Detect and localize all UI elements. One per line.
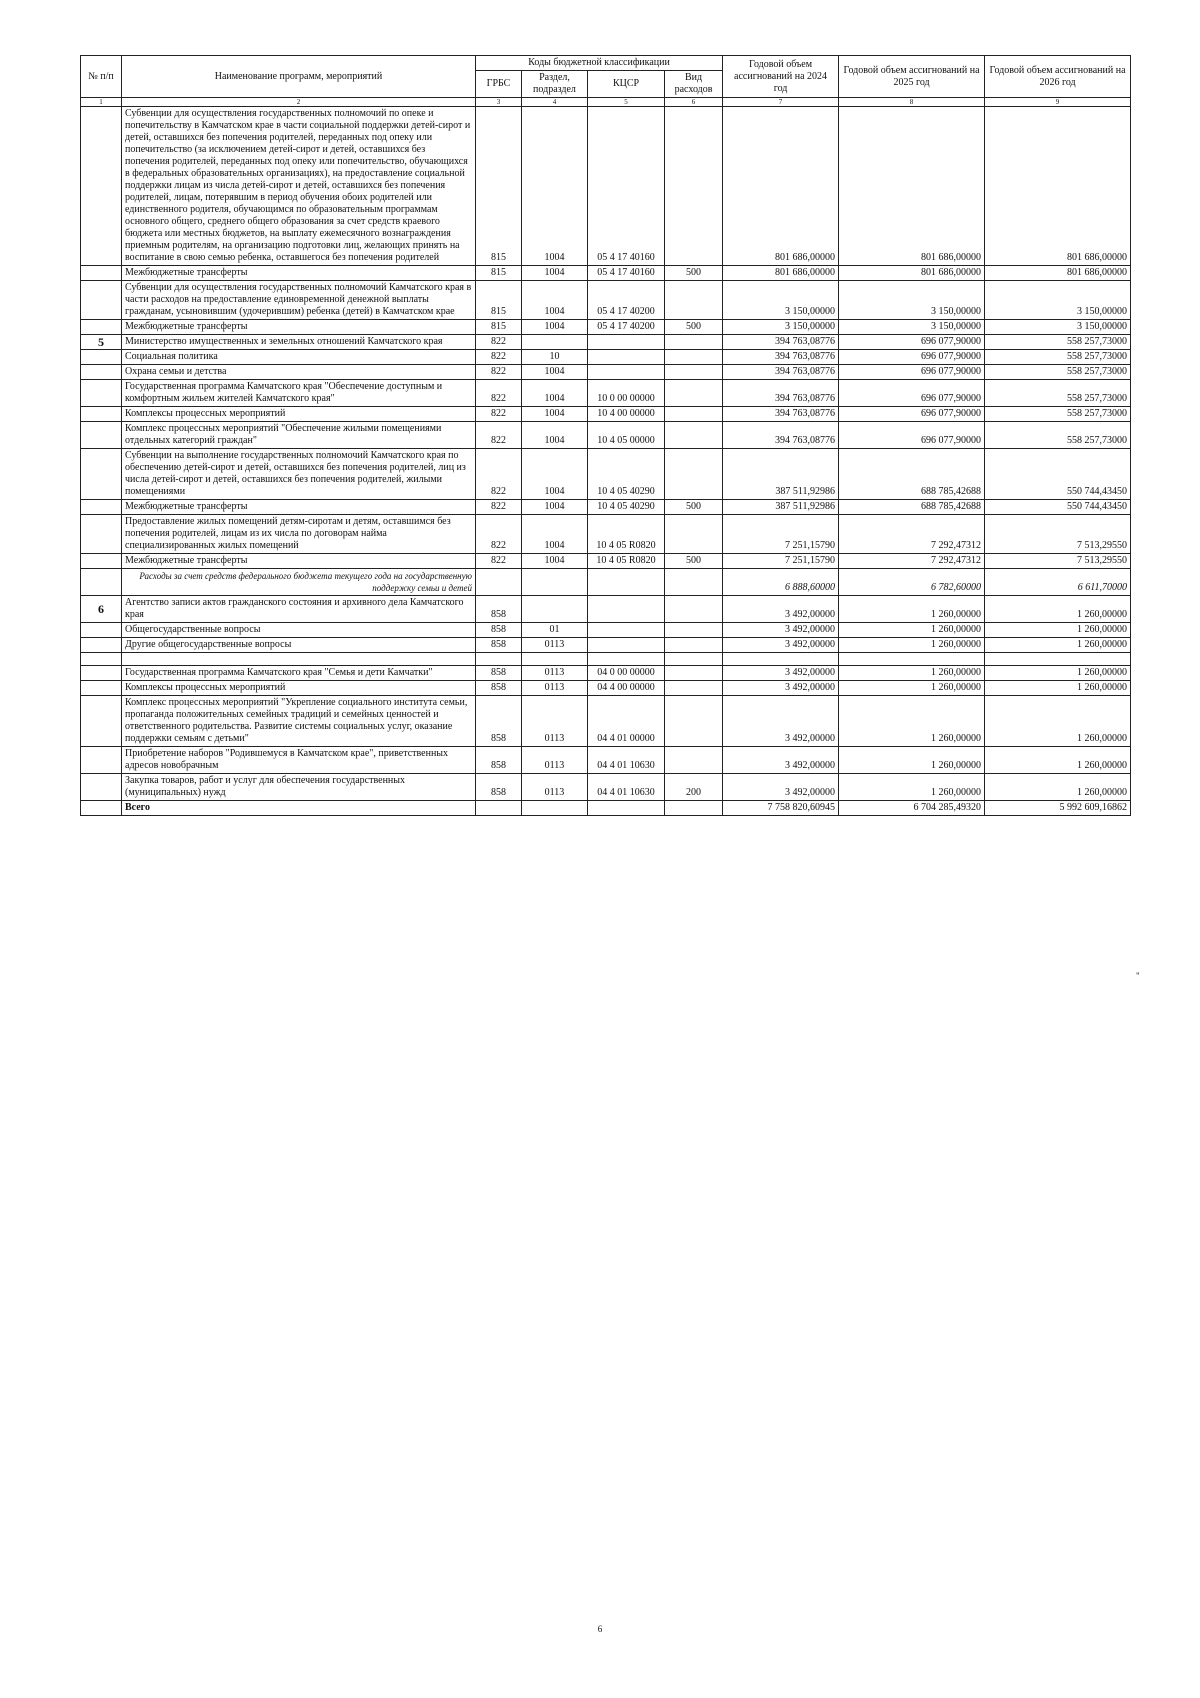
row-grbs xyxy=(476,653,522,666)
row-amount-2026: 7 513,29550 xyxy=(985,515,1131,554)
row-vid xyxy=(665,422,723,449)
row-amount-2024: 3 492,00000 xyxy=(723,596,839,623)
row-number xyxy=(81,281,122,320)
row-section: 1004 xyxy=(522,515,588,554)
row-kcsr xyxy=(588,569,665,596)
row-grbs: 822 xyxy=(476,380,522,407)
row-grbs: 858 xyxy=(476,747,522,774)
row-amount-2025: 696 077,90000 xyxy=(839,422,985,449)
row-amount-2024: 3 492,00000 xyxy=(723,747,839,774)
row-vid: 500 xyxy=(665,320,723,335)
row-kcsr xyxy=(588,623,665,638)
row-vid xyxy=(665,747,723,774)
table-row xyxy=(81,554,1131,569)
row-grbs xyxy=(476,801,522,816)
row-kcsr: 04 4 01 10630 xyxy=(588,774,665,801)
row-amount-2024: 394 763,08776 xyxy=(723,422,839,449)
row-kcsr xyxy=(588,638,665,653)
index-cell: 5 xyxy=(588,98,665,107)
row-amount-2026: 801 686,00000 xyxy=(985,107,1131,266)
row-vid xyxy=(665,653,723,666)
row-amount-2025: 1 260,00000 xyxy=(839,774,985,801)
row-amount-2026: 1 260,00000 xyxy=(985,696,1131,747)
row-vid xyxy=(665,449,723,500)
row-section xyxy=(522,596,588,623)
row-amount-2025: 1 260,00000 xyxy=(839,696,985,747)
row-section: 1004 xyxy=(522,500,588,515)
row-kcsr: 04 0 00 00000 xyxy=(588,666,665,681)
table-row xyxy=(81,801,1131,816)
row-amount-2024: 394 763,08776 xyxy=(723,380,839,407)
row-name: Государственная программа Камчатского края "Семья и дети Камчатки" xyxy=(122,666,476,681)
row-number: 5 xyxy=(81,335,122,350)
row-number: 6 xyxy=(81,596,122,623)
row-amount-2024: 3 492,00000 xyxy=(723,666,839,681)
row-amount-2026: 7 513,29550 xyxy=(985,554,1131,569)
row-amount-2025: 1 260,00000 xyxy=(839,747,985,774)
row-number xyxy=(81,638,122,653)
row-section: 0113 xyxy=(522,747,588,774)
table-row xyxy=(81,266,1131,281)
row-amount-2026: 558 257,73000 xyxy=(985,422,1131,449)
row-number xyxy=(81,774,122,801)
row-grbs: 815 xyxy=(476,281,522,320)
row-amount-2024: 3 492,00000 xyxy=(723,774,839,801)
row-vid xyxy=(665,801,723,816)
row-number xyxy=(81,266,122,281)
row-name: Комплексы процессных мероприятий xyxy=(122,681,476,696)
table-body xyxy=(81,107,1131,816)
row-section xyxy=(522,569,588,596)
index-cell: 1 xyxy=(81,98,122,107)
row-name xyxy=(122,653,476,666)
tail-mark: " xyxy=(1136,971,1140,981)
row-section xyxy=(522,653,588,666)
row-amount-2024 xyxy=(723,653,839,666)
row-kcsr: 10 4 00 00000 xyxy=(588,407,665,422)
row-grbs: 858 xyxy=(476,774,522,801)
row-amount-2026: 1 260,00000 xyxy=(985,747,1131,774)
row-amount-2024: 394 763,08776 xyxy=(723,350,839,365)
row-amount-2024: 3 492,00000 xyxy=(723,681,839,696)
row-grbs: 858 xyxy=(476,623,522,638)
row-vid xyxy=(665,596,723,623)
row-section: 1004 xyxy=(522,407,588,422)
row-amount-2026: 1 260,00000 xyxy=(985,666,1131,681)
row-grbs: 822 xyxy=(476,422,522,449)
row-amount-2025: 3 150,00000 xyxy=(839,320,985,335)
row-number xyxy=(81,350,122,365)
row-amount-2024: 3 492,00000 xyxy=(723,638,839,653)
row-amount-2025: 688 785,42688 xyxy=(839,449,985,500)
row-name: Всего xyxy=(122,801,476,816)
row-kcsr: 05 4 17 40160 xyxy=(588,266,665,281)
row-amount-2026: 1 260,00000 xyxy=(985,681,1131,696)
row-section xyxy=(522,335,588,350)
table-row xyxy=(81,335,1131,350)
table-row xyxy=(81,623,1131,638)
row-grbs: 815 xyxy=(476,266,522,281)
table-row xyxy=(81,500,1131,515)
row-amount-2025: 801 686,00000 xyxy=(839,266,985,281)
row-name: Межбюджетные трансферты xyxy=(122,554,476,569)
table-header xyxy=(81,56,1131,107)
row-vid xyxy=(665,623,723,638)
row-kcsr xyxy=(588,335,665,350)
row-kcsr: 10 4 05 40290 xyxy=(588,500,665,515)
row-amount-2025: 6 704 285,49320 xyxy=(839,801,985,816)
table-row xyxy=(81,422,1131,449)
table-row xyxy=(81,696,1131,747)
row-grbs: 822 xyxy=(476,554,522,569)
row-vid: 500 xyxy=(665,500,723,515)
row-grbs: 822 xyxy=(476,335,522,350)
row-name: Закупка товаров, работ и услуг для обеспечения государственных (муниципальных) нужд xyxy=(122,774,476,801)
row-kcsr xyxy=(588,801,665,816)
row-amount-2026: 558 257,73000 xyxy=(985,365,1131,380)
row-section: 0113 xyxy=(522,681,588,696)
row-amount-2025: 696 077,90000 xyxy=(839,365,985,380)
row-section: 1004 xyxy=(522,320,588,335)
table-row xyxy=(81,638,1131,653)
row-name: Субвенции на выполнение государственных полномочий Камчатского края по обеспечению детей-сирот и детей, оставшихся без попечения родителей, лиц из числа детей-сирот и детей, оставшихся без попечения родителей, жилыми помещениями xyxy=(122,449,476,500)
table-row xyxy=(81,365,1131,380)
row-kcsr xyxy=(588,365,665,380)
row-section: 1004 xyxy=(522,449,588,500)
header-grbs: ГРБС xyxy=(476,71,522,98)
row-amount-2024: 387 511,92986 xyxy=(723,500,839,515)
row-number xyxy=(81,681,122,696)
row-name: Комплекс процессных мероприятий "Укрепление социального института семьи, пропаганда положительных семейных традиций и семейных ценностей и ответственного родительства. Развитие системы социальных услуг, оказание поддержки семьям с детьми" xyxy=(122,696,476,747)
row-amount-2026: 550 744,43450 xyxy=(985,449,1131,500)
row-number xyxy=(81,569,122,596)
row-section: 1004 xyxy=(522,554,588,569)
row-vid xyxy=(665,569,723,596)
row-grbs: 858 xyxy=(476,638,522,653)
row-number xyxy=(81,422,122,449)
table-row xyxy=(81,320,1131,335)
row-kcsr: 05 4 17 40160 xyxy=(588,107,665,266)
table-row xyxy=(81,596,1131,623)
row-amount-2026: 558 257,73000 xyxy=(985,335,1131,350)
row-name: Комплекс процессных мероприятий "Обеспечение жилыми помещениями отдельных категорий граждан" xyxy=(122,422,476,449)
row-vid xyxy=(665,107,723,266)
table-row xyxy=(81,407,1131,422)
index-cell: 6 xyxy=(665,98,723,107)
row-amount-2025: 1 260,00000 xyxy=(839,596,985,623)
row-amount-2026: 3 150,00000 xyxy=(985,320,1131,335)
header-2026: Годовой объем ассигнований на 2026 год xyxy=(985,56,1131,98)
row-amount-2025 xyxy=(839,653,985,666)
row-number xyxy=(81,554,122,569)
row-number xyxy=(81,623,122,638)
table-row xyxy=(81,681,1131,696)
row-amount-2025: 1 260,00000 xyxy=(839,623,985,638)
row-name: Приобретение наборов "Родившемуся в Камчатском крае", приветственных адресов новобрачным xyxy=(122,747,476,774)
row-name: Предоставление жилых помещений детям-сиротам и детям, оставшимся без попечения родителей, лицам из их числа по договорам найма специализированных жилых помещений xyxy=(122,515,476,554)
row-grbs: 815 xyxy=(476,320,522,335)
row-grbs: 822 xyxy=(476,515,522,554)
row-amount-2024: 801 686,00000 xyxy=(723,266,839,281)
row-section: 1004 xyxy=(522,380,588,407)
header-2024: Годовой объем ассигнований на 2024 год xyxy=(723,56,839,98)
row-grbs: 815 xyxy=(476,107,522,266)
row-name: Субвенции для осуществления государственных полномочий Камчатского края в части расходов на предоставление единовременной денежной выплаты гражданам, усыновившим (удочерившим) ребенка (детей) в Камчатском крае xyxy=(122,281,476,320)
row-amount-2026 xyxy=(985,653,1131,666)
row-grbs xyxy=(476,569,522,596)
header-name: Наименование программ, мероприятий xyxy=(122,56,476,98)
row-kcsr: 10 4 05 R0820 xyxy=(588,515,665,554)
row-amount-2025: 3 150,00000 xyxy=(839,281,985,320)
row-kcsr: 04 4 01 10630 xyxy=(588,747,665,774)
row-amount-2026: 558 257,73000 xyxy=(985,407,1131,422)
row-grbs: 822 xyxy=(476,500,522,515)
row-section: 0113 xyxy=(522,638,588,653)
row-section: 1004 xyxy=(522,281,588,320)
row-grbs: 822 xyxy=(476,350,522,365)
row-vid xyxy=(665,638,723,653)
row-grbs: 822 xyxy=(476,365,522,380)
table-row xyxy=(81,107,1131,266)
page-number: 6 xyxy=(597,1624,603,1634)
row-number xyxy=(81,653,122,666)
row-amount-2026: 550 744,43450 xyxy=(985,500,1131,515)
row-name: Общегосударственные вопросы xyxy=(122,623,476,638)
header-num: № п/п xyxy=(81,56,122,98)
row-vid xyxy=(665,666,723,681)
row-vid xyxy=(665,515,723,554)
row-vid: 200 xyxy=(665,774,723,801)
row-vid xyxy=(665,681,723,696)
row-section: 0113 xyxy=(522,696,588,747)
table-row xyxy=(81,449,1131,500)
header-2025: Годовой объем ассигнований на 2025 год xyxy=(839,56,985,98)
table-row xyxy=(81,515,1131,554)
row-amount-2025: 696 077,90000 xyxy=(839,335,985,350)
index-cell: 9 xyxy=(985,98,1131,107)
row-amount-2026: 1 260,00000 xyxy=(985,638,1131,653)
row-kcsr: 10 4 05 R0820 xyxy=(588,554,665,569)
row-amount-2026: 558 257,73000 xyxy=(985,350,1131,365)
row-kcsr: 04 4 01 00000 xyxy=(588,696,665,747)
row-kcsr xyxy=(588,350,665,365)
table-row xyxy=(81,350,1131,365)
row-amount-2025: 1 260,00000 xyxy=(839,638,985,653)
row-number xyxy=(81,320,122,335)
header-index-row xyxy=(81,98,1131,107)
table-row xyxy=(81,653,1131,666)
row-amount-2024: 394 763,08776 xyxy=(723,407,839,422)
row-grbs: 858 xyxy=(476,681,522,696)
row-name: Субвенции для осуществления государственных полномочий по опеке и попечительству в Камчатском крае в части социальной поддержки детей-сирот и детей, оставшихся без попечения родителей, переданных под опеку или попечительство (за исключением детей-сирот и детей, оставшихся без попечения родителей, переданных под опеку или попечительство, обучающихся в федеральных образовательных организациях), на предоставление социальной поддержки лицам из числа детей-сирот и детей, оставшихся без попечения родителей, лицам, потерявшим в период обучения обоих родителей или единственного родителя, обучающимся по образовательным программам основного общего, среднего общего образования за счет средств краевого бюджета или местных бюджетов, на выплату ежемесячного вознаграждения приемным родителям, на организацию подготовки лиц, желающих принять на воспитание в свою семью ребенка, оставшегося без попечения родителей xyxy=(122,107,476,266)
row-name: Комплексы процессных мероприятий xyxy=(122,407,476,422)
row-vid: 500 xyxy=(665,266,723,281)
row-amount-2025: 696 077,90000 xyxy=(839,380,985,407)
row-amount-2024: 801 686,00000 xyxy=(723,107,839,266)
row-section xyxy=(522,801,588,816)
row-amount-2026: 1 260,00000 xyxy=(985,596,1131,623)
budget-sheet xyxy=(80,55,1130,816)
row-vid: 500 xyxy=(665,554,723,569)
row-section: 10 xyxy=(522,350,588,365)
row-name: Государственная программа Камчатского края "Обеспечение доступным и комфортным жильем жителей Камчатского края" xyxy=(122,380,476,407)
row-amount-2026: 5 992 609,16862 xyxy=(985,801,1131,816)
row-number xyxy=(81,365,122,380)
row-number xyxy=(81,107,122,266)
row-number xyxy=(81,696,122,747)
row-amount-2024: 7 758 820,60945 xyxy=(723,801,839,816)
row-vid xyxy=(665,407,723,422)
row-name: Межбюджетные трансферты xyxy=(122,266,476,281)
row-amount-2026: 1 260,00000 xyxy=(985,623,1131,638)
header-section: Раздел, подраздел xyxy=(522,71,588,98)
header-kcsr: КЦСР xyxy=(588,71,665,98)
row-grbs: 858 xyxy=(476,666,522,681)
row-amount-2024: 394 763,08776 xyxy=(723,335,839,350)
row-amount-2025: 1 260,00000 xyxy=(839,681,985,696)
row-amount-2025: 801 686,00000 xyxy=(839,107,985,266)
budget-table xyxy=(80,55,1131,816)
row-vid xyxy=(665,350,723,365)
row-number xyxy=(81,666,122,681)
row-amount-2024: 3 492,00000 xyxy=(723,696,839,747)
row-amount-2025: 696 077,90000 xyxy=(839,407,985,422)
row-amount-2026: 3 150,00000 xyxy=(985,281,1131,320)
row-section: 1004 xyxy=(522,422,588,449)
row-amount-2025: 1 260,00000 xyxy=(839,666,985,681)
index-cell: 2 xyxy=(122,98,476,107)
row-name: Межбюджетные трансферты xyxy=(122,500,476,515)
row-name: Охрана семьи и детства xyxy=(122,365,476,380)
table-row xyxy=(81,569,1131,596)
row-grbs: 822 xyxy=(476,449,522,500)
table-row xyxy=(81,666,1131,681)
row-section: 1004 xyxy=(522,266,588,281)
row-kcsr: 10 4 05 40290 xyxy=(588,449,665,500)
row-number xyxy=(81,747,122,774)
row-number xyxy=(81,380,122,407)
row-section: 01 xyxy=(522,623,588,638)
row-amount-2024: 394 763,08776 xyxy=(723,365,839,380)
row-number xyxy=(81,515,122,554)
row-name: Другие общегосударственные вопросы xyxy=(122,638,476,653)
index-cell: 7 xyxy=(723,98,839,107)
row-amount-2025: 7 292,47312 xyxy=(839,554,985,569)
row-name: Социальная политика xyxy=(122,350,476,365)
row-section: 1004 xyxy=(522,365,588,380)
row-vid xyxy=(665,281,723,320)
row-number xyxy=(81,500,122,515)
row-section: 0113 xyxy=(522,774,588,801)
index-cell: 3 xyxy=(476,98,522,107)
row-amount-2026: 1 260,00000 xyxy=(985,774,1131,801)
header-vid: Вид расходов xyxy=(665,71,723,98)
row-number xyxy=(81,449,122,500)
row-name: Министерство имущественных и земельных отношений Камчатского края xyxy=(122,335,476,350)
row-number xyxy=(81,801,122,816)
table-row xyxy=(81,380,1131,407)
header-codes-group: Коды бюджетной классификации xyxy=(476,56,723,71)
row-amount-2025: 688 785,42688 xyxy=(839,500,985,515)
row-amount-2024: 7 251,15790 xyxy=(723,515,839,554)
index-cell: 8 xyxy=(839,98,985,107)
row-amount-2024: 3 150,00000 xyxy=(723,320,839,335)
row-number xyxy=(81,407,122,422)
row-kcsr: 05 4 17 40200 xyxy=(588,281,665,320)
row-amount-2024: 3 150,00000 xyxy=(723,281,839,320)
index-cell: 4 xyxy=(522,98,588,107)
table-row xyxy=(81,281,1131,320)
row-vid xyxy=(665,380,723,407)
row-vid xyxy=(665,365,723,380)
table-row xyxy=(81,774,1131,801)
row-amount-2025: 6 782,60000 xyxy=(839,569,985,596)
row-section: 0113 xyxy=(522,666,588,681)
row-name: Агентство записи актов гражданского состояния и архивного дела Камчатского края xyxy=(122,596,476,623)
row-vid xyxy=(665,696,723,747)
table-row xyxy=(81,747,1131,774)
row-kcsr: 10 0 00 00000 xyxy=(588,380,665,407)
row-amount-2026: 801 686,00000 xyxy=(985,266,1131,281)
row-vid xyxy=(665,335,723,350)
row-amount-2024: 6 888,60000 xyxy=(723,569,839,596)
row-amount-2025: 7 292,47312 xyxy=(839,515,985,554)
row-grbs: 858 xyxy=(476,696,522,747)
row-kcsr: 04 4 00 00000 xyxy=(588,681,665,696)
row-amount-2025: 696 077,90000 xyxy=(839,350,985,365)
row-kcsr xyxy=(588,596,665,623)
row-amount-2026: 558 257,73000 xyxy=(985,380,1131,407)
row-amount-2024: 7 251,15790 xyxy=(723,554,839,569)
row-kcsr: 05 4 17 40200 xyxy=(588,320,665,335)
row-grbs: 822 xyxy=(476,407,522,422)
row-grbs: 858 xyxy=(476,596,522,623)
row-name: Межбюджетные трансферты xyxy=(122,320,476,335)
row-kcsr: 10 4 05 00000 xyxy=(588,422,665,449)
row-section: 1004 xyxy=(522,107,588,266)
row-kcsr xyxy=(588,653,665,666)
row-amount-2024: 387 511,92986 xyxy=(723,449,839,500)
row-name: Расходы за счет средств федерального бюджета текущего года на государственную поддержку семьи и детей xyxy=(122,569,476,596)
row-amount-2024: 3 492,00000 xyxy=(723,623,839,638)
row-amount-2026: 6 611,70000 xyxy=(985,569,1131,596)
